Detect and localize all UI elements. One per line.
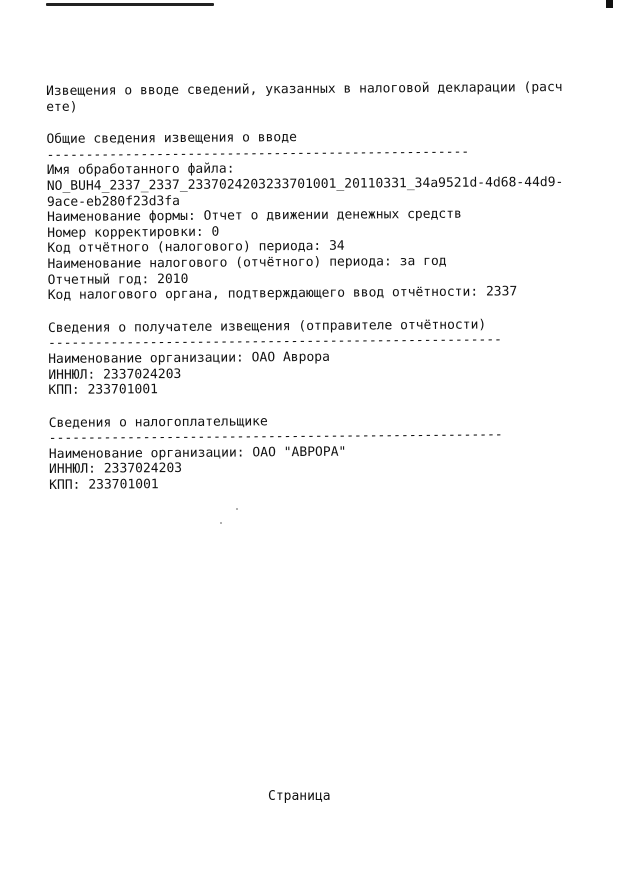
recipient-org: Наименование организации: ОАО Аврора — [48, 349, 330, 367]
scan-speck — [220, 522, 222, 524]
tax-authority-code: Код налогового органа, подтверждающего ввод отчётности: 2337 — [47, 284, 518, 304]
period-name: Наименование налогового (отчётного) периода: за год — [47, 253, 447, 272]
report-year: Отчетный год: 2010 — [47, 271, 189, 288]
form-name: Наименование формы: Отчет о движении денежных средств — [46, 206, 462, 226]
taxpayer-inn: ИННЮЛ: 2337024203 — [48, 461, 183, 478]
recipient-divider: ---------------------------------------------------------- — [47, 332, 503, 352]
scan-corner-mark — [606, 0, 613, 8]
scan-top-line — [46, 3, 214, 6]
general-section-header: Общие сведения извещения о вводе — [46, 130, 297, 148]
recipient-kpp: КПП: 233701001 — [48, 382, 159, 399]
taxpayer-org: Наименование организации: ОАО "АВРОРА" — [48, 444, 347, 462]
notice-document — [46, 80, 569, 494]
file-label: Имя обработанного файла: — [46, 161, 235, 179]
period-code: Код отчётного (налогового) периода: 34 — [47, 239, 345, 257]
correction-number: Номер корректировки: 0 — [47, 224, 220, 241]
recipient-inn: ИННЮЛ: 2337024203 — [48, 366, 182, 383]
taxpayer-divider: ---------------------------------------------------------- — [48, 427, 503, 447]
general-divider: ------------------------------------------------------ — [46, 144, 470, 163]
file-value: NO_BUH4_2337_2337_2337024203233701001_20110331_34a9521d-4d68-44d9-9ace-eb280f23d3fa — [46, 174, 564, 210]
scan-speck — [236, 508, 238, 510]
page-footer: Страница — [268, 789, 331, 804]
recipient-section-header: Сведения о получателе извещения (отправителе отчётности) — [47, 317, 487, 336]
document-title: Извещения о вводе сведений, указанных в налоговой декларации (расчете) — [46, 79, 563, 115]
taxpayer-section-header: Сведения о налогоплательщике — [48, 413, 268, 431]
taxpayer-kpp: КПП: 233701001 — [49, 477, 159, 494]
